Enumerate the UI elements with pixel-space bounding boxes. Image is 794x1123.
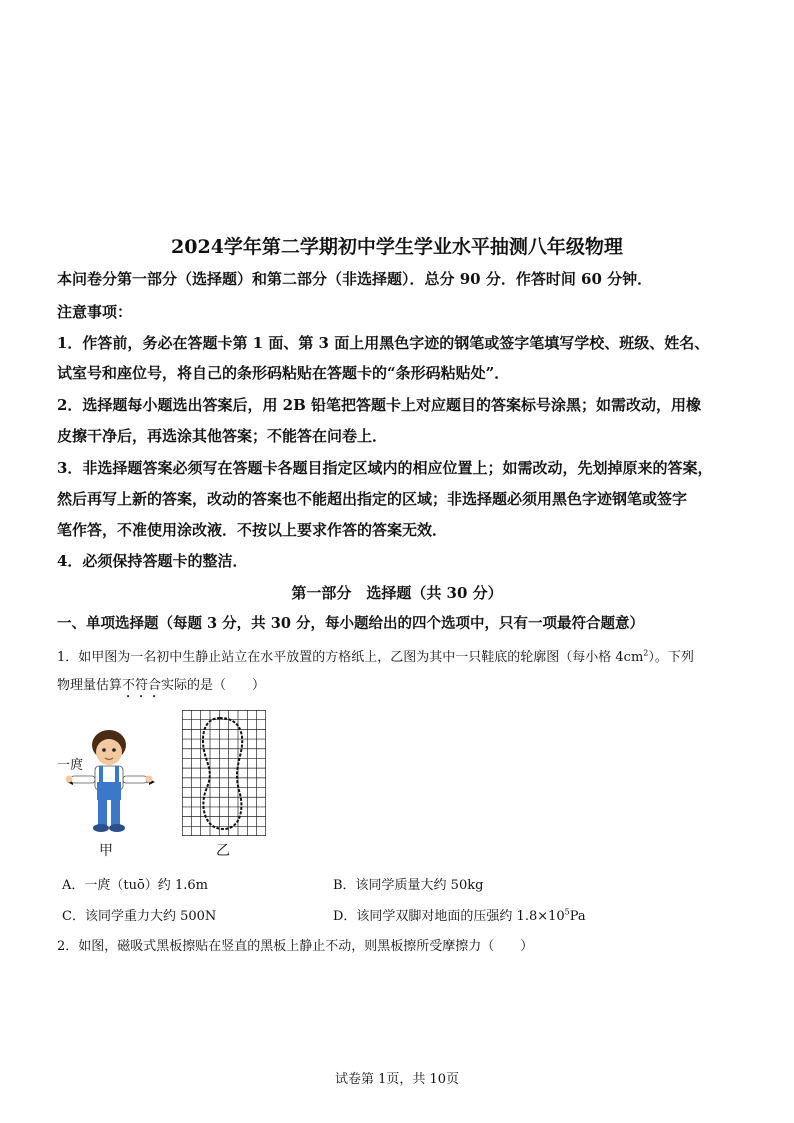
part-heading: 第一部分 选择题（共 30 分） (291, 584, 503, 602)
exam-title: 2024学年第二学期初中学生学业水平抽测八年级物理 (171, 236, 623, 258)
question-1-stem-line2: 物理量估算不符合实际的是（ ） (57, 678, 266, 693)
notice-line: 2．选择题每小题选出答案后，用 2B 铅笔把答题卡上对应题目的答案标号涂黑；如需改动，用橡 (57, 396, 702, 414)
intro-text: 本问卷分第一部分（选择题）和第二部分（非选择题）．总分 90 分．作答时间 60 分钟． (57, 270, 653, 288)
figure-caption-left: 甲 (99, 843, 113, 859)
notice-heading: 注意事项： (57, 303, 133, 321)
option-c[interactable]: C．该同学重力大约 500N (62, 909, 217, 924)
arm-span-label: 一庹 (57, 758, 84, 773)
question-2-stem: 2．如图，磁吸式黑板擦贴在竖直的黑板上静止不动，则黑板擦所受摩擦力（ ） (57, 939, 534, 954)
notice-line: 1．作答前，务必在答题卡第 1 面、第 3 面上用黑色字迹的钢笔或签字笔填写学校、班级、姓名、 (57, 334, 710, 352)
option-a[interactable]: A．一庹（tuō）约 1.6m (62, 878, 208, 893)
notice-line: 然后再写上新的答案，改动的答案也不能超出指定的区域；非选择题必须用黑色字迹钢笔或签字 (57, 490, 688, 508)
figure-caption-right: 乙 (216, 843, 230, 859)
shoe-grid-figure (182, 710, 266, 836)
notice-line: 4．必须保持答题卡的整洁． (57, 552, 248, 570)
option-b[interactable]: B．该同学质量大约 50kg (333, 878, 484, 893)
notice-line: 笔作答，不准使用涂改液．不按以上要求作答的答案无效． (57, 521, 448, 539)
section-heading: 一、单项选择题（每题 3 分，共 30 分，每小题给出的四个选项中，只有一项最符合题意） (57, 615, 644, 632)
notice-line: 皮擦干净后，再选涂其他答案；不能答在问卷上． (57, 427, 388, 445)
notice-line: 3．非选择题答案必须写在答题卡各题目指定区域内的相应位置上；如需改动，先划掉原来的答案， (57, 459, 713, 477)
student-figure (55, 728, 165, 838)
option-d[interactable]: D．该同学双脚对地面的压强约 $1.8\times 10^5Pa$ (333, 907, 586, 924)
page-footer: 试卷第 1页，共 10页 (334, 1072, 460, 1087)
question-1-stem: 1．如甲图为一名初中生静止站立在水平放置的方格纸上，乙图为其中一只鞋底的轮廓图（每小格 $4cm^2$）。下列 (57, 648, 694, 665)
notice-line: 试室号和座位号，将自己的条形码粘贴在答题卡的“条形码粘贴处”． (57, 364, 510, 382)
emphasis-dots: 不符合 (122, 678, 162, 693)
